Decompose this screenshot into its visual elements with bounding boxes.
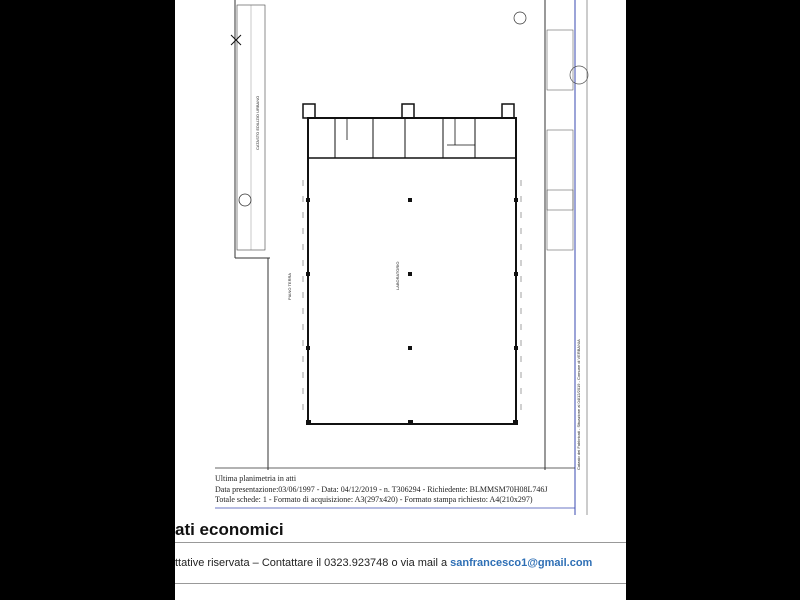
section-divider	[175, 542, 626, 543]
footer-divider	[175, 583, 626, 584]
contact-email-link[interactable]: sanfrancesco1@gmail.com	[450, 557, 593, 569]
side-stamp: Catasto dei Fabbricati - Situazione al 04/12/2019 - Comune di VERBANIA	[576, 339, 581, 470]
cadastral-header	[231, 5, 265, 250]
plan-caption-line: Ultima planimetria in atti	[215, 474, 297, 483]
document-page	[175, 0, 626, 600]
plan-caption-line: Data presentazione:03/06/1997 - Data: 04/12/2019 - n. T306294 - Richiedente: BLMMSM70H08L746J	[215, 485, 548, 494]
floorplan-drawing	[175, 0, 626, 516]
building-walls	[303, 104, 521, 425]
lab-label: LABORATORIO	[395, 261, 400, 290]
contact-text: ttative riservata – Contattare il 0323.923748 o via mail a	[175, 557, 451, 569]
section-title: ati economici	[175, 520, 284, 539]
floorplan-scan	[175, 0, 626, 516]
floor-label: PIANO TERRA	[287, 272, 292, 300]
plan-caption-line: Totale schede: 1 - Formato di acquisizione: A3(297x420) - Formato stampa richiesto: A4(210x297)	[215, 495, 533, 504]
contact-line	[175, 557, 626, 569]
header-text: CATASTO EDILIZIO URBANO	[255, 95, 260, 150]
